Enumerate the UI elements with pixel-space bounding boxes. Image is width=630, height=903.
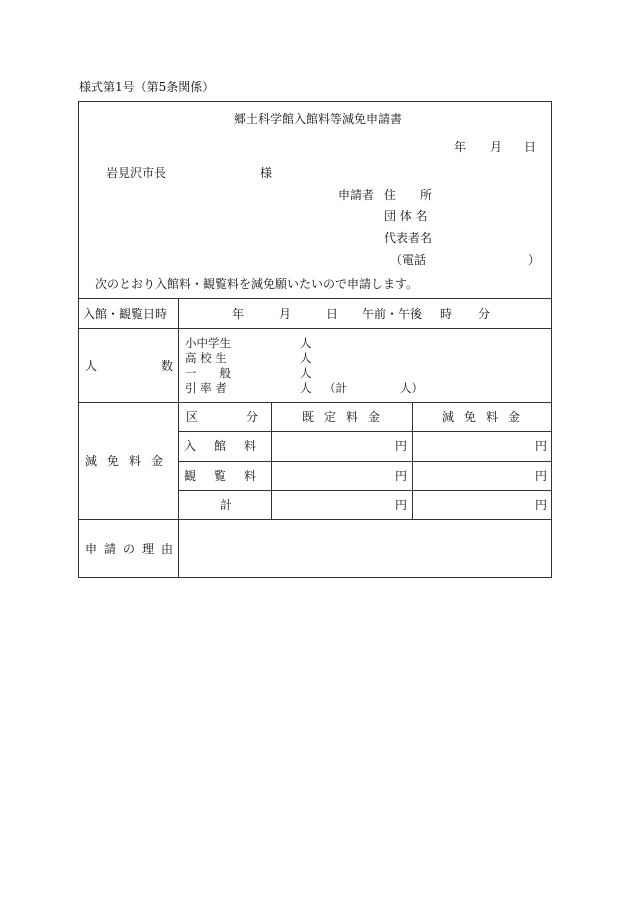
address-label: 住 所 (384, 188, 433, 202)
request-text: 次のとおり入館料・観覧料を減免願いたいので申請します。 (95, 277, 419, 291)
divider-fee-row2 (179, 461, 552, 462)
people-row-unit: 人 (300, 351, 312, 365)
column-divider-standard (412, 402, 413, 519)
visit-hour: 時 (440, 307, 453, 321)
visit-year: 年 (232, 307, 245, 321)
people-row-label: 高 校 生 (185, 351, 227, 365)
people-row-unit: 人 (300, 381, 312, 395)
people-label-left: 人 (85, 359, 98, 373)
divider-reason-top (78, 519, 552, 520)
date-month-label: 月 (490, 140, 503, 154)
divider-visit-top (78, 298, 552, 299)
fee-row-yen-reduced: 円 (535, 469, 548, 483)
date-year-label: 年 (454, 140, 467, 154)
phone-close: ） (528, 253, 541, 267)
visit-datetime-label: 入館・観覧日時 (83, 307, 168, 321)
reason-label: 申請の理由 (85, 542, 181, 556)
fee-row-yen-reduced: 円 (535, 439, 548, 453)
fee-row-label: 観覧料 (184, 469, 275, 483)
fee-header-category: 区 分 (186, 410, 259, 424)
phone-label: （電話 (390, 253, 427, 267)
fee-section-label: 減免料金 (85, 454, 174, 468)
people-label-right: 数 (161, 359, 174, 373)
fee-row-yen-standard: 円 (395, 439, 408, 453)
visit-ampm: 午前・午後 (362, 307, 423, 321)
form-title: 郷土科学館入館料等減免申請書 (234, 112, 403, 126)
representative-label: 代表者名 (384, 231, 433, 245)
column-divider-category (271, 402, 272, 519)
people-row-label: 一 般 (185, 366, 231, 380)
people-row-label: 小中学生 (185, 336, 231, 350)
column-divider-label (178, 298, 179, 578)
people-total-label: （計 (324, 381, 347, 395)
divider-people-top (78, 328, 552, 329)
fee-row-yen-standard: 円 (395, 498, 408, 512)
fee-row-label: 計 (220, 498, 233, 512)
group-name-label: 団 体 名 (384, 209, 428, 223)
people-total-unit: 人） (400, 381, 423, 395)
divider-fee-row3 (179, 490, 552, 491)
divider-fee-row1 (179, 431, 552, 432)
fee-row-yen-standard: 円 (395, 469, 408, 483)
people-row-unit: 人 (300, 366, 312, 380)
fee-header-reduced: 減免料金 (442, 410, 531, 424)
addressee-mayor: 岩見沢市長 (106, 166, 167, 180)
people-row-label: 引 率 者 (185, 381, 227, 395)
people-row-unit: 人 (300, 336, 312, 350)
fee-row-label: 入館料 (184, 439, 275, 453)
addressee-honorific: 様 (260, 166, 273, 180)
visit-month: 月 (279, 307, 292, 321)
visit-minute: 分 (478, 307, 491, 321)
visit-day: 日 (326, 307, 339, 321)
divider-fee-top (78, 402, 552, 403)
fee-header-standard: 既定料金 (302, 410, 391, 424)
date-day-label: 日 (524, 140, 537, 154)
fee-row-yen-reduced: 円 (535, 498, 548, 512)
form-number: 様式第1号（第5条関係） (79, 80, 215, 94)
applicant-label: 申請者 (338, 188, 375, 202)
